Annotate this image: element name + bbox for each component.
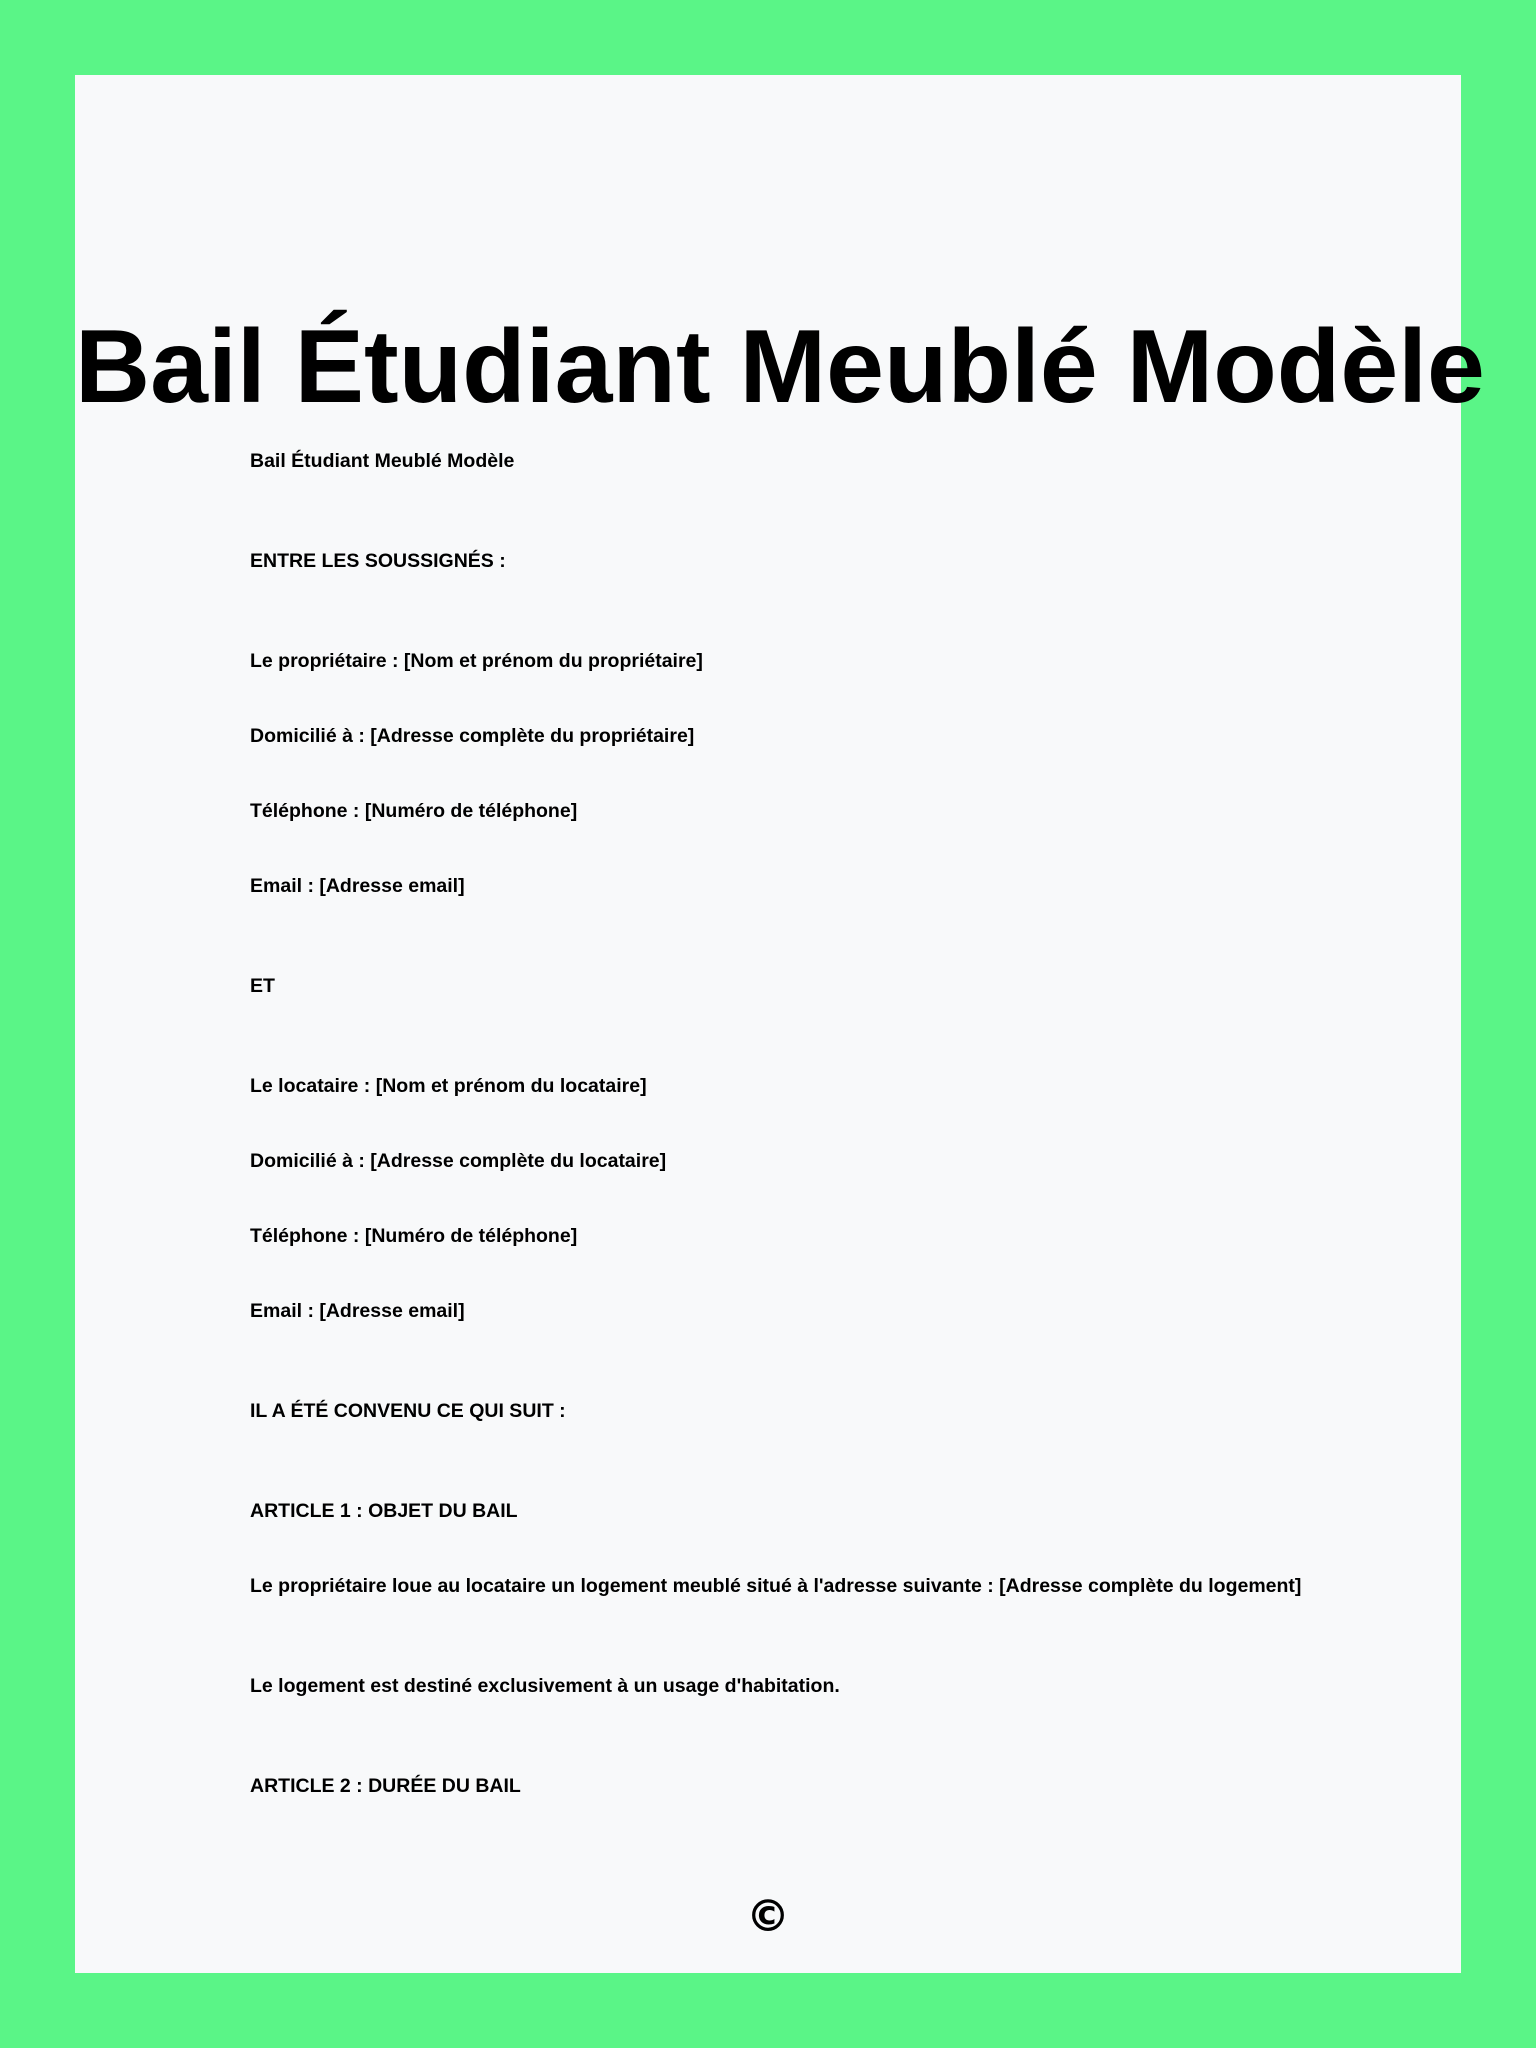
article-1-paragraph-2: Le logement est destiné exclusivement à un usage d'habitation. [250,1675,840,1697]
article-1-paragraph-1: Le propriétaire loue au locataire un logement meublé situé à l'adresse suivante : [Adresse complète du logement] [250,1575,1302,1597]
parties-heading: ENTRE LES SOUSSIGNÉS : [250,550,506,572]
tenant-address-line: Domicilié à : [Adresse complète du locataire] [250,1150,667,1172]
document-page [75,75,1485,1973]
and-separator: ET [250,975,275,997]
article-1-heading: ARTICLE 1 : OBJET DU BAIL [250,1500,518,1522]
agreement-heading: IL A ÉTÉ CONVENU CE QUI SUIT : [250,1400,566,1422]
tenant-email-line: Email : [Adresse email] [250,1300,465,1322]
copyright-icon: © [746,1891,790,1942]
owner-email-line: Email : [Adresse email] [250,875,465,897]
tenant-name-line: Le locataire : [Nom et prénom du locataire] [250,1075,647,1097]
owner-address-line: Domicilié à : [Adresse complète du propriétaire] [250,725,695,747]
document-subtitle: Bail Étudiant Meublé Modèle [250,450,515,472]
tenant-phone-line: Téléphone : [Numéro de téléphone] [250,1225,578,1247]
document-title: Bail Étudiant Meublé Modèle [75,309,1485,425]
owner-name-line: Le propriétaire : [Nom et prénom du propriétaire] [250,650,703,672]
owner-phone-line: Téléphone : [Numéro de téléphone] [250,800,578,822]
article-2-heading: ARTICLE 2 : DURÉE DU BAIL [250,1775,521,1797]
